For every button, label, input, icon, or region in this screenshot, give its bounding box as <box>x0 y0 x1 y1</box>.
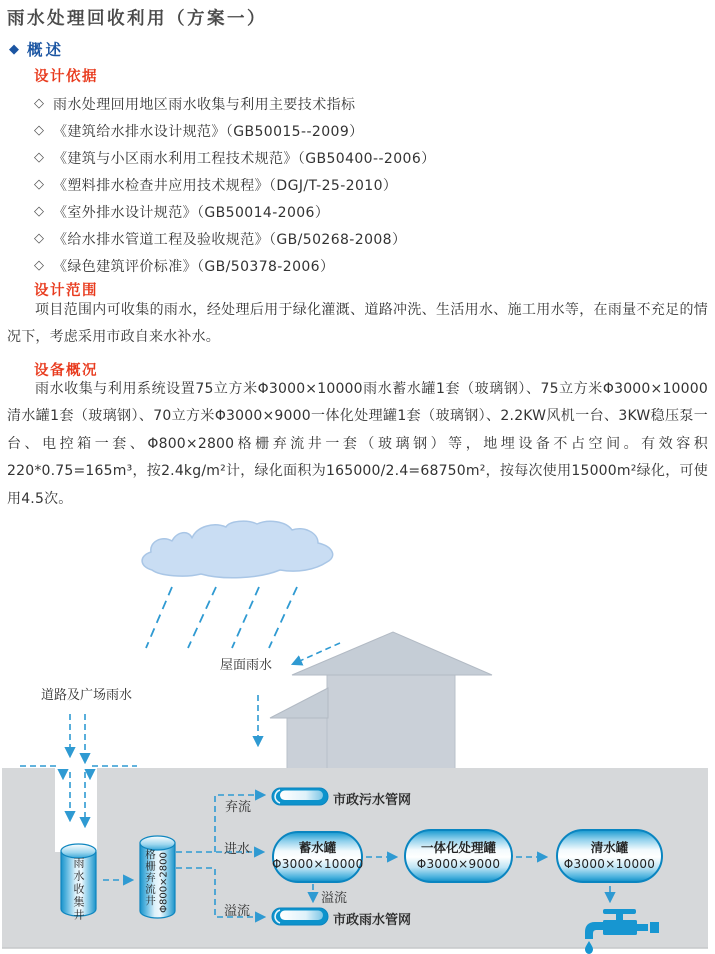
list-item <box>34 144 436 171</box>
page-title: 雨水处理回收利用（方案一） <box>7 9 267 29</box>
list-item-text: 《给水排水管道工程及验收规范》（GB/50268-2008） <box>53 231 407 248</box>
system-diagram <box>0 500 715 954</box>
diamond-bullet-icon: ◇ <box>34 204 44 219</box>
list-item-text: 《塑料排水检查井应用技术规程》（DGJ/T-25-2010） <box>53 177 398 194</box>
storage-tank-size: Φ3000×10000 <box>272 857 364 871</box>
diamond-bullet-icon: ◇ <box>34 258 44 273</box>
list-item <box>34 198 436 225</box>
design-scope-paragraph: 项目范围内可收集的雨水，经处理后用于绿化灌溉、道路冲洗、生活用水、施工用水等，在雨量不充足的情况下，考虑采用市政自来水补水。 <box>7 302 708 346</box>
list-item <box>34 90 436 117</box>
list-item <box>34 252 436 279</box>
label-road-rain: 道路及广场雨水 <box>41 688 133 703</box>
collection-well-label: 雨水收集井 <box>72 857 85 922</box>
diamond-bullet-icon: ◇ <box>34 123 44 138</box>
equipment-paragraph: 雨水收集与利用系统设置75立方米Φ3000×10000雨水蓄水罐1套（玻璃钢）、75立方米Φ3000×10000清水罐1套（玻璃钢）、70立方米Φ3000×9000一体化处理罐1套（玻璃钢）、2.2KW风机一台、3KW稳压泵一台、电控箱一套、Φ800×2800格栅弃流井一套（玻璃钢）等，地埋设备不占空间。有效容积220*0.75=165m³，按2.4kg/m²计，绿化面积为165000/2.4=68750m²，按每次使用15000m²绿化，可使用4.5次。 <box>7 381 708 507</box>
diamond-bullet-icon: ◇ <box>34 96 44 111</box>
list-item <box>34 225 436 252</box>
label-roof-rain: 屋面雨水 <box>220 658 273 673</box>
list-item-text: 《建筑与小区雨水利用工程技术规范》（GB50400--2006） <box>53 150 436 167</box>
rain-lines <box>146 587 297 648</box>
well-shaft <box>55 768 97 852</box>
label-inlet: 进水 <box>224 842 251 857</box>
label-discard: 弃流 <box>225 800 252 815</box>
treatment-tank-label <box>404 840 513 872</box>
diamond-bullet-icon: ◇ <box>34 150 44 165</box>
grid-well-label <box>140 846 175 924</box>
list-item <box>34 117 436 144</box>
clean-tank-name: 清水罐 <box>590 840 629 855</box>
heading-design-scope: 设计范围 <box>34 283 98 299</box>
grid-well-size: Φ800×2800 <box>158 852 170 913</box>
label-storm-net: 市政雨水管网 <box>333 913 412 928</box>
section-overview-label: 概述 <box>27 41 65 59</box>
label-overflow-tank: 溢流 <box>321 891 348 906</box>
list-item-text: 《室外排水设计规范》（GB50014-2006） <box>53 204 330 221</box>
label-overflow-bottom: 溢流 <box>224 904 251 919</box>
storm-pipe-icon <box>272 908 328 925</box>
clean-tank-size: Φ3000×10000 <box>563 857 656 871</box>
storage-tank-name: 蓄水罐 <box>298 840 337 855</box>
list-item-text: 《建筑给水排水设计规范》（GB50015--2009） <box>53 123 364 140</box>
cloud-icon <box>142 521 333 578</box>
diamond-bullet-icon: ◇ <box>34 177 44 192</box>
grid-well-name: 格栅弃流井 <box>144 849 156 907</box>
list-item <box>34 171 436 198</box>
list-item-text: 雨水处理回用地区雨水收集与利用主要技术指标 <box>53 96 356 113</box>
section-diamond-icon: ◆ <box>9 41 19 57</box>
treatment-tank-name: 一体化处理罐 <box>420 840 496 855</box>
heading-equipment: 设备概况 <box>34 363 98 379</box>
diagram-graphic <box>0 500 715 954</box>
house-icon <box>270 632 492 769</box>
clean-tank-label <box>556 840 663 872</box>
list-item-text: 《绿色建筑评价标准》（GB/50378-2006） <box>53 258 335 275</box>
heading-design-basis: 设计依据 <box>34 69 98 85</box>
treatment-tank-size: Φ3000×9000 <box>416 857 501 871</box>
diamond-bullet-icon: ◇ <box>34 231 44 246</box>
sewage-pipe-icon <box>272 788 328 805</box>
section-overview <box>9 38 64 60</box>
design-basis-list <box>34 90 436 279</box>
label-sewage-net: 市政污水管网 <box>333 793 412 808</box>
storage-tank-label <box>272 840 363 872</box>
